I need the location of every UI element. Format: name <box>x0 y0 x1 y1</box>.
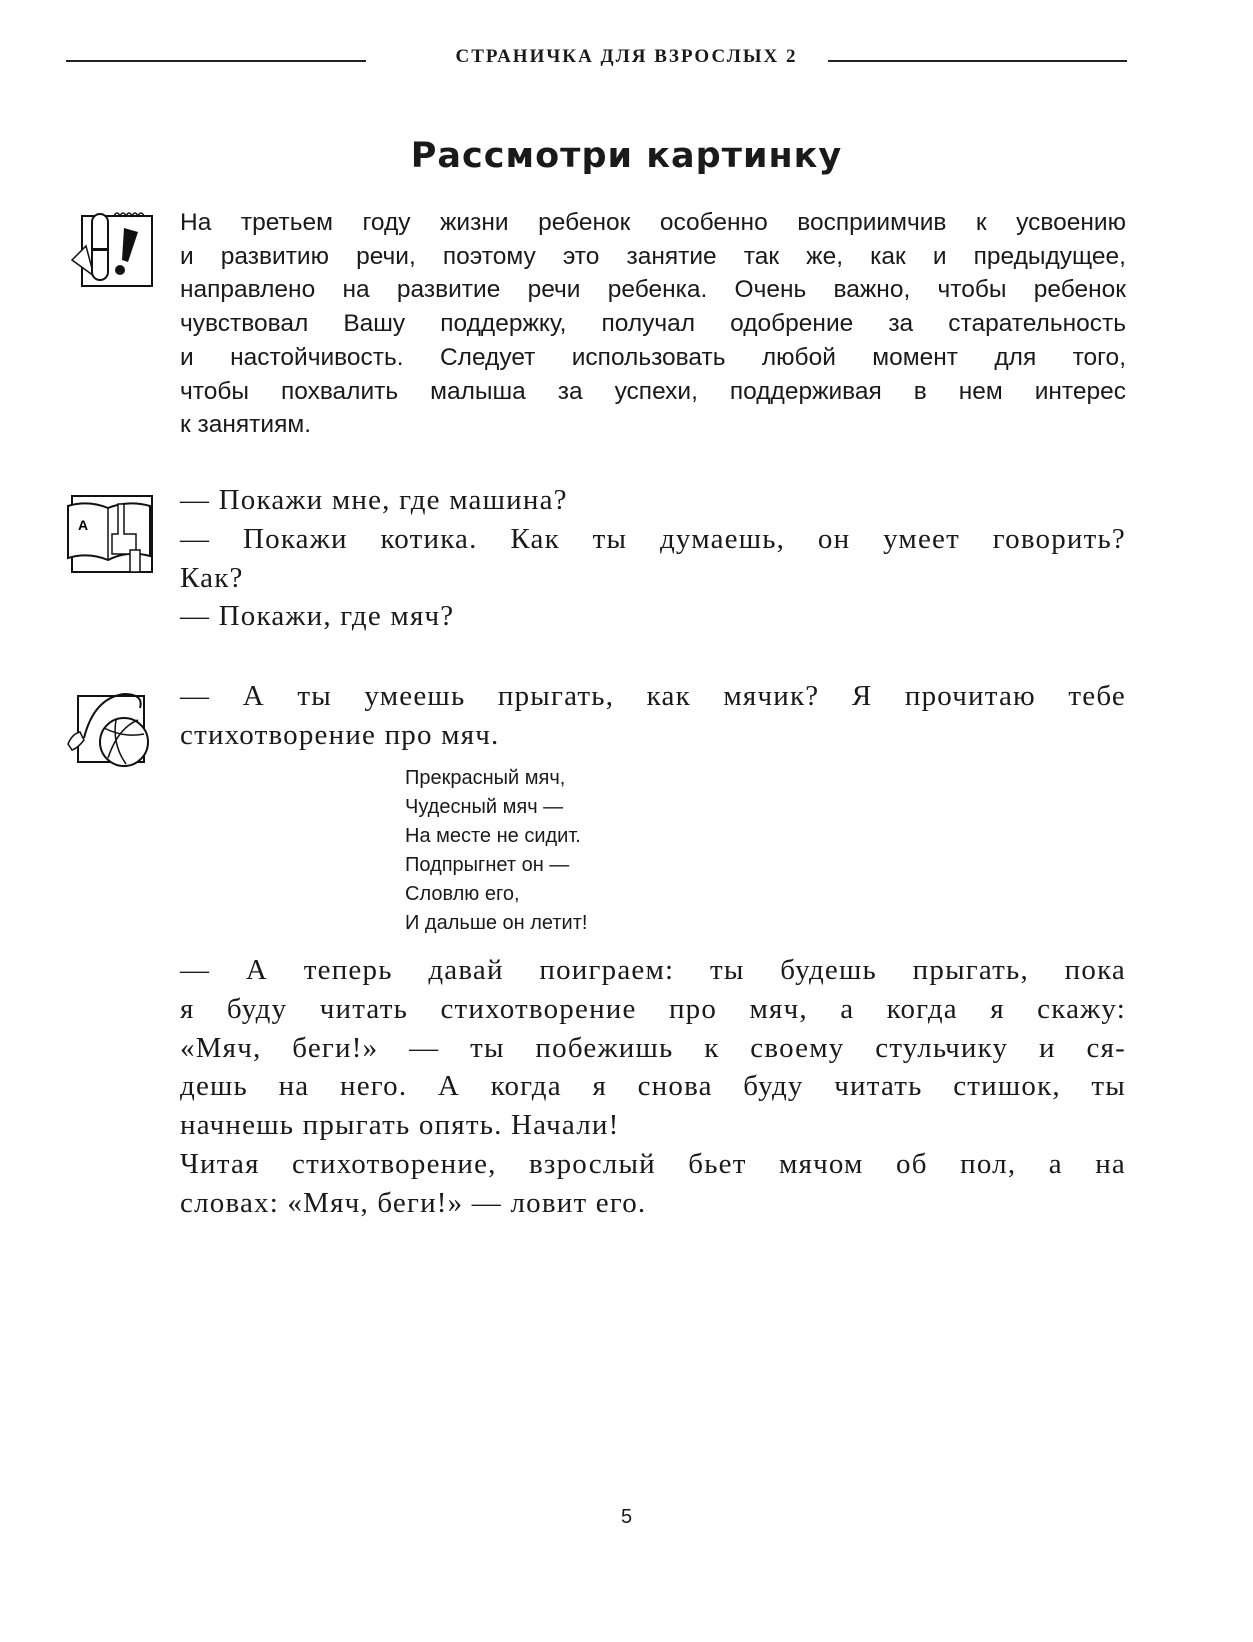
page-title: Рассмотри картинку <box>410 136 843 176</box>
text-line: словах: «Мяч, беги!» — ловит его. <box>180 1186 647 1219</box>
game-instructions <box>180 951 1126 1223</box>
text-line: чтобы похвалить малыша за успехи, поддерживая в нем интерес <box>180 377 1126 405</box>
text-line: дешь на него. А когда я снова буду читать стишок, ты <box>180 1070 1126 1103</box>
poem-line: На месте не сидит. <box>405 825 581 847</box>
text-line: я буду читать стихотворение про мяч, а когда я скажу: <box>180 992 1126 1025</box>
poem-line: Подпрыгнет он — <box>405 854 570 876</box>
page-number: 5 <box>620 1506 633 1528</box>
poem-line: Словлю его, <box>405 883 520 905</box>
poem-line: И дальше он летит! <box>405 912 588 934</box>
ball-intro <box>180 677 1126 755</box>
text-line: и развитию речи, поэтому это занятие так же, как и предыдущее, <box>180 242 1126 270</box>
text-line: стихотворение про мяч. <box>180 718 500 751</box>
notepad-exclamation-icon <box>64 208 154 288</box>
hand-ball-icon <box>64 688 154 768</box>
text-line: и настойчивость. Следует использовать любой момент для того, <box>180 343 1126 371</box>
book-pointing-hand-icon <box>64 494 154 574</box>
text-line: — Покажи, где мяч? <box>180 600 455 633</box>
poem-line: Прекрасный мяч, <box>405 767 566 789</box>
running-header: СТРАНИЧКА ДЛЯ ВЗРОСЛЫХ 2 <box>455 46 798 67</box>
text-line: Как? <box>180 561 244 594</box>
text-line: Читая стихотворение, взрослый бьет мячом об пол, а на <box>180 1147 1126 1180</box>
text-line: — А ты умеешь прыгать, как мячик? Я прочитаю тебе <box>180 680 1126 712</box>
text-line: чувствовал Вашу поддержку, получал одобрение за старательность <box>180 310 1126 338</box>
svg-text:A: A <box>78 517 89 533</box>
text-line: направлено на развитие речи ребенка. Очень важно, чтобы ребенок <box>180 276 1126 304</box>
text-line: На третьем году жизни ребенок особенно восприимчив к усвоению <box>180 209 1126 236</box>
poem-line: Чудесный мяч — <box>405 796 564 818</box>
text-line: — Покажи котика. Как ты думаешь, он умеет говорить? <box>180 522 1126 555</box>
poem <box>405 764 587 938</box>
text-line: к занятиям. <box>180 411 312 439</box>
questions-section <box>180 481 1126 636</box>
text-line: — А теперь давай поиграем: ты будешь прыгать, пока <box>180 954 1126 986</box>
intro-paragraph <box>180 206 1126 442</box>
text-line: «Мяч, беги!» — ты побежишь к своему стульчику и ся- <box>180 1031 1126 1064</box>
text-line: — Покажи мне, где машина? <box>180 484 568 516</box>
text-line: начнешь прыгать опять. Начали! <box>180 1109 620 1142</box>
